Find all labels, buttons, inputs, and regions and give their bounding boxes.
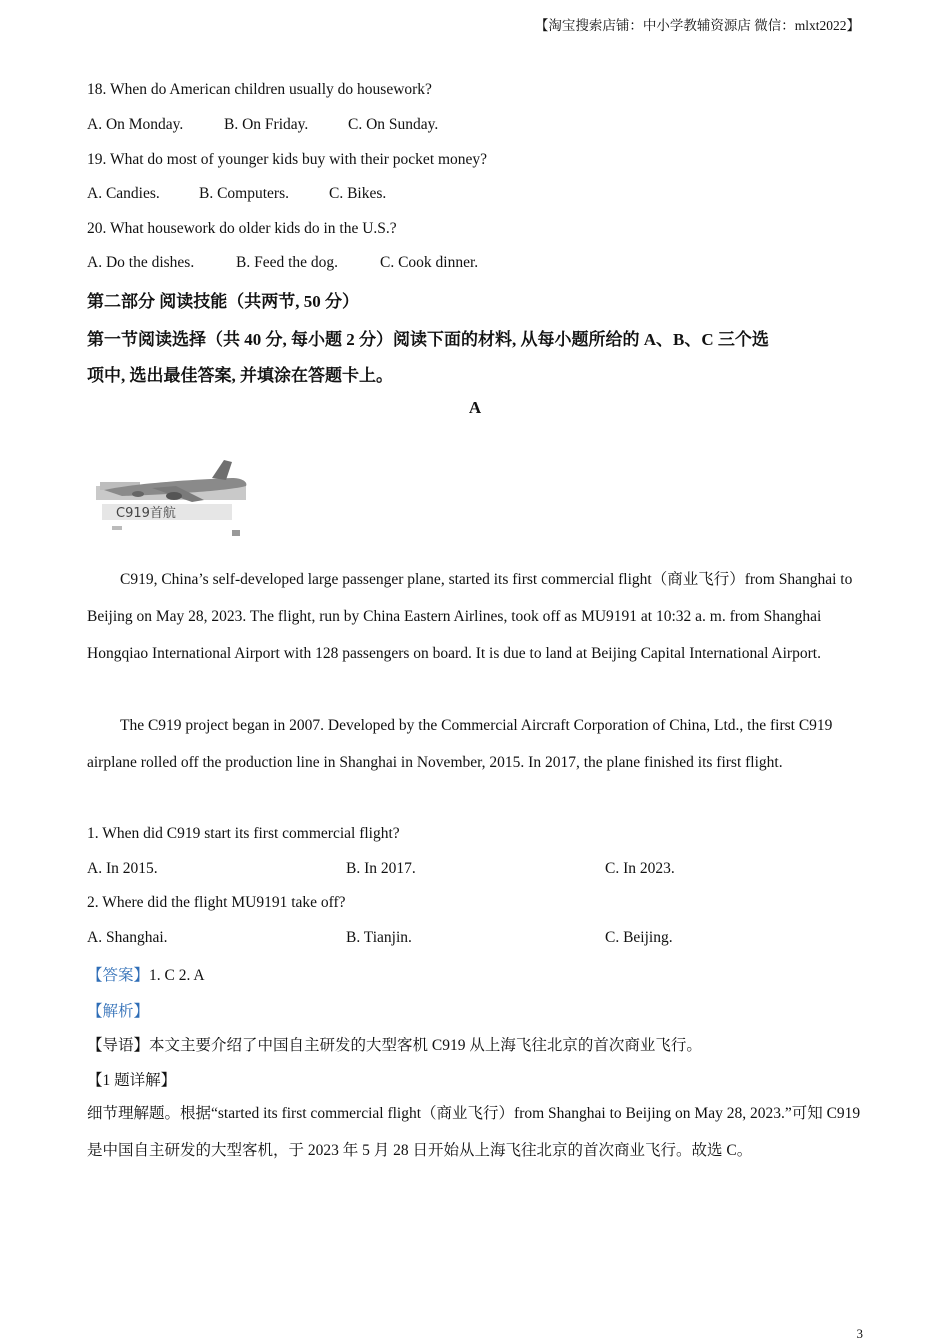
- detail-label: 【1 题详解】: [87, 1072, 177, 1089]
- q1-option-a: A. In 2015.: [87, 860, 158, 877]
- analysis-label: 【解析】: [87, 1003, 150, 1020]
- page-header: 【淘宝搜索店铺：中小学教辅资源店 微信：mlxt2022】: [534, 18, 860, 33]
- q18-option-a: A. On Monday.: [87, 116, 184, 133]
- question-2: 2. Where did the flight MU9191 take off?: [87, 894, 346, 911]
- answer-value: 1. C 2. A: [149, 967, 205, 984]
- q20-option-a: A. Do the dishes.: [87, 254, 195, 271]
- detail-text: 细节理解题。根据“started its first commercial flight（商业飞行）from Shanghai to Beijing on May 28, 2023.”可知 C919 是中国自主研发的大型客机，于 2023 年 5 月 28 日开始从上海飞往北京的首次商业飞行。故选 C。: [87, 1105, 861, 1159]
- q2-option-a: A. Shanghai.: [87, 929, 168, 946]
- q19-option-a: A. Candies.: [87, 185, 160, 202]
- q1-option-c: C. In 2023.: [605, 860, 675, 877]
- q2-option-b: B. Tianjin.: [346, 929, 412, 946]
- q2-option-c: C. Beijing.: [605, 929, 673, 946]
- passage-label: A: [468, 398, 482, 417]
- section-instruction-1: 第一节阅读选择（共 40 分, 每小题 2 分）阅读下面的材料, 从每小题所给的 A、B、C 三个选: [87, 330, 769, 349]
- passage-paragraph-2: The C919 project began in 2007. Developed by the Commercial Aircraft Corporation of China, Ltd., the first C919 airplane rolled off the production line in Shanghai in November, 2015. In 2017, the plane finished its first flight.: [87, 717, 833, 771]
- c919-plane-photo: [92, 456, 252, 548]
- q20-option-c: C. Cook dinner.: [380, 254, 479, 271]
- section-title: 第二部分 阅读技能（共两节, 50 分）: [87, 292, 359, 311]
- question-19: 19. What do most of younger kids buy with their pocket money?: [87, 151, 488, 168]
- answer-label: 【答案】: [87, 967, 150, 984]
- q19-option-c: C. Bikes.: [329, 185, 387, 202]
- question-18: 18. When do American children usually do housework?: [87, 81, 432, 98]
- section-instruction-2: 项中, 选出最佳答案, 并填涂在答题卡上。: [87, 366, 393, 385]
- q20-option-b: B. Feed the dog.: [236, 254, 339, 271]
- photo-caption: C919首航: [116, 506, 176, 521]
- answer-row: [87, 963, 205, 985]
- question-20: 20. What housework do older kids do in the U.S.?: [87, 220, 397, 237]
- q18-option-c: C. On Sunday.: [348, 116, 439, 133]
- question-1: 1. When did C919 start its first commercial flight?: [87, 825, 400, 842]
- page-number: 3: [856, 1326, 863, 1341]
- analysis-intro: 【导语】本文主要介绍了中国自主研发的大型客机 C919 从上海飞往北京的首次商业飞行。: [87, 1037, 702, 1054]
- passage-paragraph-1: C919, China’s self-developed large passenger plane, started its first commercial flight（商业飞行）from Shanghai to Beijing on May 28, 2023. The flight, run by China Eastern Airlines, took off as MU9191 at 10:32 a. m. from Shanghai Hongqiao International Airport with 128 passengers on board. It is due to land at Beijing Capital International Airport.: [87, 571, 853, 662]
- q1-option-b: B. In 2017.: [346, 860, 416, 877]
- q19-option-b: B. Computers.: [199, 185, 289, 202]
- q18-option-b: B. On Friday.: [224, 116, 309, 133]
